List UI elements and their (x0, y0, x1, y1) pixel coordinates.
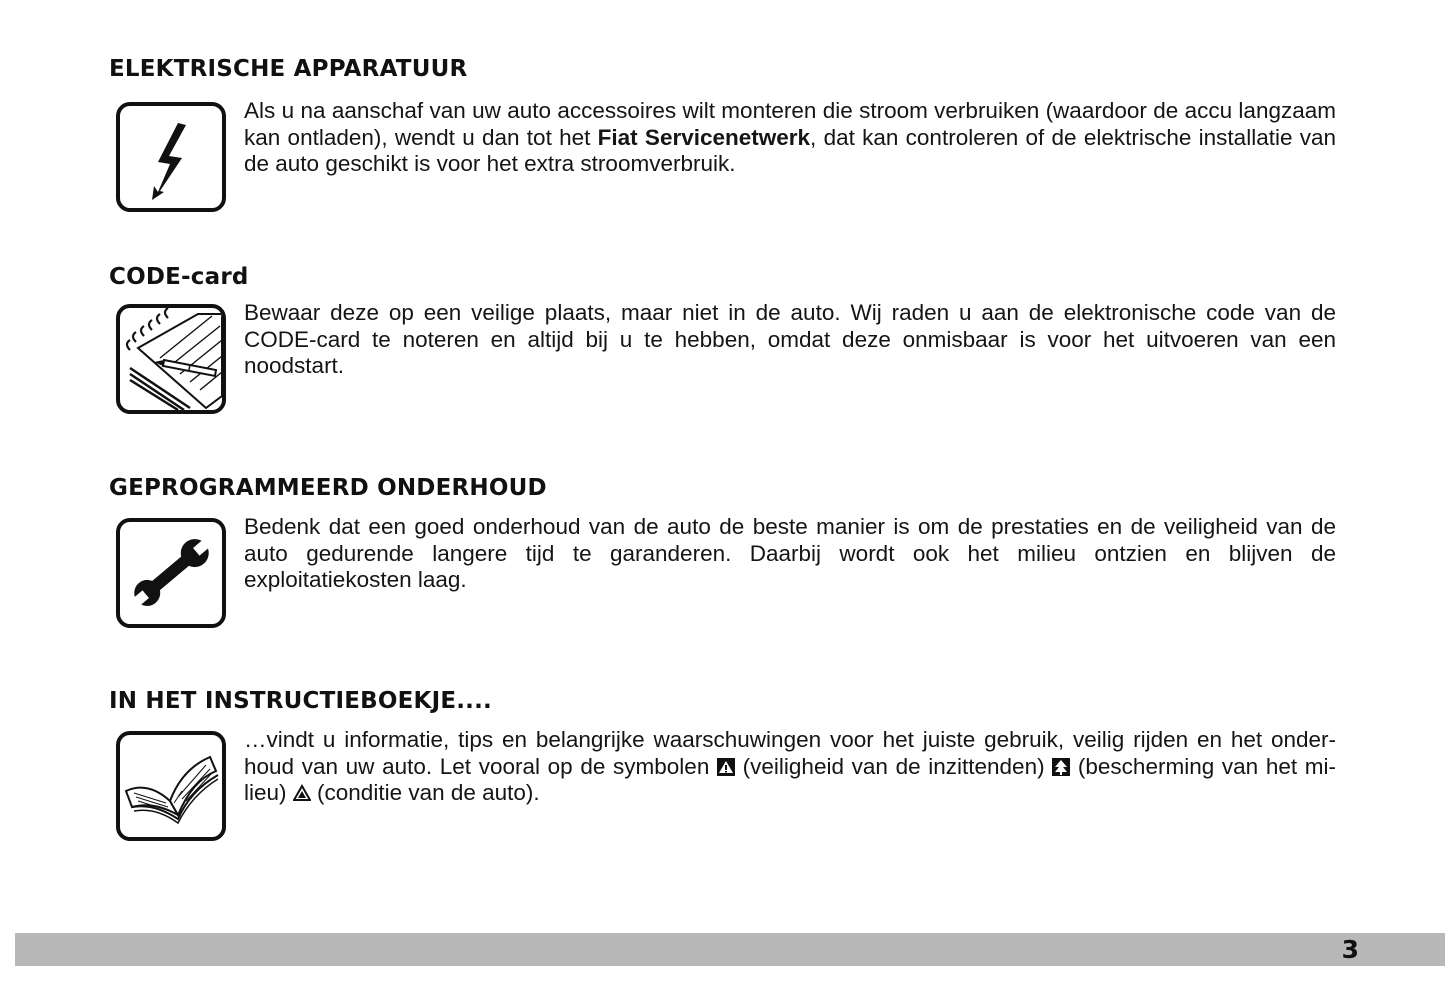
occupant-safety-symbol-icon (717, 758, 735, 776)
section-paragraph: …vindt u informatie, tips en belangrijke waarschuwingen voor het juiste gebruik, veilig rijden en het onder-houd van uw auto. Let vooral op de symbolen (veiligheid van de inzittenden) (bescherming van het mi-lieu) (conditie van de auto). (244, 727, 1336, 805)
section-heading: IN HET INSTRUCTIEBOEKJE.... (109, 688, 492, 714)
wrench-icon (116, 518, 226, 628)
section-paragraph: Bedenk dat een goed onderhoud van de auto de beste manier is om de prestaties en de veiligheid van de auto gedurende langere tijd te garanderen. Daarbij wordt ook het milieu ontzien en blijven de exploitatiekosten laag. (244, 514, 1336, 592)
section-paragraph: Als u na aanschaf van uw auto accessoires wilt monteren die stroom verbruiken (waardoor de accu langzaam kan ontladen), wendt u dan tot het Fiat Servicenetwerk, dat kan controleren of de elektrische installatie van de auto geschikt is voor het extra stroomverbruik. (244, 98, 1337, 176)
environment-symbol-icon (1052, 758, 1070, 776)
section-elektrische-apparatuur (109, 55, 1337, 176)
section-heading: ELEKTRISCHE APPARATUUR (109, 56, 468, 82)
section-heading: CODE-card (109, 264, 249, 290)
vehicle-condition-symbol-icon (293, 784, 311, 802)
lightning-bolt-icon (116, 102, 226, 212)
section-instructieboekje (109, 687, 1336, 805)
fiat-servicenetwerk-text: Fiat Servicenetwerk (597, 124, 811, 150)
section-geprogrammeerd-onderhoud (109, 474, 1336, 592)
section-code-card (109, 263, 1336, 378)
page-number: 3 (1341, 935, 1359, 964)
footer-bar (15, 933, 1445, 966)
section-paragraph: Bewaar deze op een veilige plaats, maar niet in de auto. Wij raden u aan de elektronische code van de CODE-card te noteren en altijd bij u te hebben, omdat deze onmisbaar is voor het uitvoeren van een noodstart. (244, 300, 1336, 378)
open-book-icon (116, 731, 226, 841)
section-heading: GEPROGRAMMEERD ONDERHOUD (109, 475, 547, 501)
notebook-pencil-icon (116, 304, 226, 414)
